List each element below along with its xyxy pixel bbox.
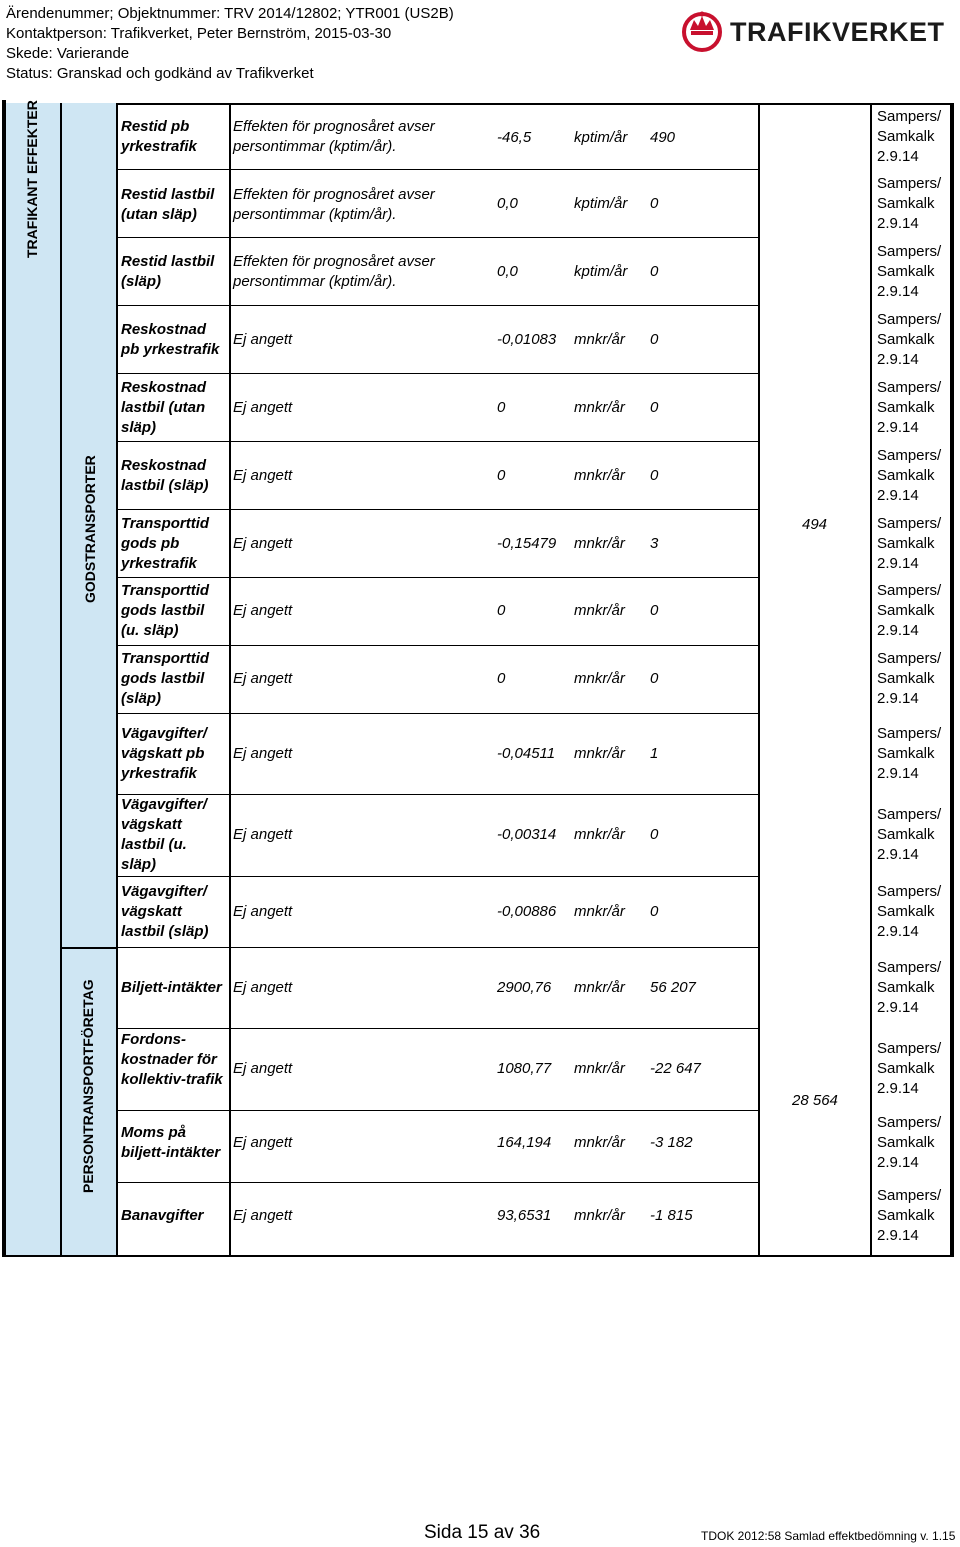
group-label-gods: GODSTRANSPORTER — [82, 455, 98, 603]
row-desc: Effekten för prognosåret avser persontimmar (kptim/år). — [233, 118, 435, 155]
row-source: Sampers/ Samkalk 2.9.14 — [877, 447, 942, 504]
row-unit: kptim/år — [574, 263, 628, 280]
row-result: 0 — [650, 263, 659, 280]
row-unit: kptim/år — [574, 129, 628, 146]
row-desc: Ej angett — [233, 979, 293, 996]
row-desc: Ej angett — [233, 467, 293, 484]
row-line — [116, 876, 758, 877]
header-line-2: Kontaktperson: Trafikverket, Peter Bernström, 2015-03-30 — [6, 25, 392, 42]
sum-person: 28 564 — [792, 1092, 838, 1109]
row-desc: Effekten för prognosåret avser persontimmar (kptim/år). — [233, 186, 435, 223]
row-name: Moms på biljett-intäkter — [121, 1124, 221, 1161]
group-column-bg — [4, 100, 60, 1257]
row-source: Sampers/ Samkalk 2.9.14 — [877, 582, 942, 639]
row-result: 0 — [650, 602, 659, 619]
document-reference: TDOK 2012:58 Samlad effektbedömning v. 1.15 — [701, 1529, 956, 1543]
row-value: -0,15479 — [497, 535, 557, 552]
row-value: 0,0 — [497, 195, 518, 212]
row-result: 0 — [650, 467, 659, 484]
group-label-person: PERSONTRANSPORTFÖRETAG — [80, 979, 96, 1193]
row-name: Transporttid gods lastbil (u. släp) — [121, 582, 210, 639]
row-result: 0 — [650, 399, 659, 416]
row-desc: Ej angett — [233, 903, 293, 920]
row-source: Sampers/ Samkalk 2.9.14 — [877, 175, 942, 232]
row-unit: mnkr/år — [574, 1207, 625, 1224]
row-value: 0 — [497, 670, 506, 687]
row-name: Biljett-intäkter — [121, 979, 222, 996]
row-name: Transporttid gods pb yrkestrafik — [121, 515, 210, 572]
sum-gods: 494 — [802, 516, 828, 533]
row-result: 0 — [650, 331, 659, 348]
row-source: Sampers/ Samkalk 2.9.14 — [877, 1114, 942, 1171]
row-name: Banavgifter — [121, 1207, 204, 1224]
row-result: 0 — [650, 195, 659, 212]
row-desc: Effekten för prognosåret avser persontimmar (kptim/år). — [233, 253, 435, 290]
page-number: Sida 15 av 36 — [424, 1522, 541, 1543]
row-unit: mnkr/år — [574, 903, 625, 920]
row-unit: mnkr/år — [574, 670, 625, 687]
row-desc: Ej angett — [233, 1207, 293, 1224]
row-line — [116, 237, 758, 238]
row-unit: mnkr/år — [574, 399, 625, 416]
row-value: -0,00886 — [497, 903, 557, 920]
row-line — [116, 713, 758, 714]
header-line-1: Ärendenummer; Objektnummer: TRV 2014/12802; YTR001 (US2B) — [6, 5, 454, 22]
col-divider-5 — [870, 103, 872, 1257]
left-border — [2, 100, 6, 1257]
row-value: -0,00314 — [497, 826, 557, 843]
top-border — [116, 103, 950, 105]
row-line — [116, 645, 758, 646]
bottom-border — [2, 1255, 954, 1257]
row-name: Reskostnad pb yrkestrafik — [121, 321, 220, 358]
row-value: 93,6531 — [497, 1207, 552, 1224]
row-unit: kptim/år — [574, 195, 628, 212]
row-line — [116, 947, 758, 948]
row-line — [116, 373, 758, 374]
row-value: 0 — [497, 399, 506, 416]
row-unit: mnkr/år — [574, 1134, 625, 1151]
document-header — [6, 4, 454, 84]
crown-icon — [680, 8, 724, 52]
col-divider-1 — [60, 103, 62, 1257]
row-desc: Ej angett — [233, 399, 293, 416]
row-desc: Ej angett — [233, 826, 293, 843]
row-result: 3 — [650, 535, 659, 552]
group-label-trafikant: TRAFIKANT EFFEKTER — [24, 100, 40, 258]
row-value: 0 — [497, 602, 506, 619]
row-line — [116, 577, 758, 578]
row-unit: mnkr/år — [574, 1060, 625, 1077]
row-unit: mnkr/år — [574, 535, 625, 552]
row-source: Sampers/ Samkalk 2.9.14 — [877, 1187, 942, 1244]
row-desc: Ej angett — [233, 1060, 293, 1077]
group-separator — [60, 947, 118, 949]
logo-text: TRAFIKVERKET — [730, 16, 945, 47]
row-result: -22 647 — [650, 1060, 701, 1077]
row-line — [116, 509, 758, 510]
row-value: -0,01083 — [497, 331, 557, 348]
row-name: Reskostnad lastbil (utan släp) — [121, 379, 207, 436]
row-name: Restid pb yrkestrafik — [121, 118, 197, 155]
row-desc: Ej angett — [233, 1134, 293, 1151]
row-unit: mnkr/år — [574, 602, 625, 619]
row-source: Sampers/ Samkalk 2.9.14 — [877, 108, 942, 165]
row-name: Vägavgifter/ vägskatt lastbil (u. släp) — [121, 796, 207, 873]
row-value: -46,5 — [497, 129, 532, 146]
header-line-4: Status: Granskad och godkänd av Trafikverket — [6, 65, 314, 82]
row-line — [116, 169, 758, 170]
row-name: Vägavgifter/ vägskatt pb yrkestrafik — [121, 725, 207, 782]
row-line — [116, 1110, 758, 1111]
row-name: Vägavgifter/ vägskatt lastbil (släp) — [121, 883, 209, 940]
row-source: Sampers/ Samkalk 2.9.14 — [877, 806, 942, 863]
row-line — [116, 441, 758, 442]
row-source: Sampers/ Samkalk 2.9.14 — [877, 379, 942, 436]
row-unit: mnkr/år — [574, 467, 625, 484]
row-source: Sampers/ Samkalk 2.9.14 — [877, 883, 942, 940]
row-value: 164,194 — [497, 1134, 552, 1151]
row-name: Transporttid gods lastbil (släp) — [121, 650, 210, 707]
row-source: Sampers/ Samkalk 2.9.14 — [877, 1040, 942, 1097]
row-value: 2900,76 — [497, 979, 552, 996]
row-result: 0 — [650, 670, 659, 687]
row-desc: Ej angett — [233, 745, 293, 762]
col-divider-4 — [758, 103, 760, 1257]
row-name: Fordons-kostnader för kollektiv-trafik — [121, 1031, 223, 1088]
row-result: -3 182 — [650, 1134, 693, 1151]
row-source: Sampers/ Samkalk 2.9.14 — [877, 650, 942, 707]
row-source: Sampers/ Samkalk 2.9.14 — [877, 725, 942, 782]
row-result: 1 — [650, 745, 659, 762]
row-value: 1080,77 — [497, 1060, 552, 1077]
row-name: Restid lastbil (släp) — [121, 253, 215, 290]
row-value: -0,04511 — [497, 745, 556, 762]
row-desc: Ej angett — [233, 602, 293, 619]
row-source: Sampers/ Samkalk 2.9.14 — [877, 311, 942, 368]
row-unit: mnkr/år — [574, 331, 625, 348]
row-source: Sampers/ Samkalk 2.9.14 — [877, 243, 942, 300]
row-name: Reskostnad lastbil (släp) — [121, 457, 209, 494]
trafikverket-logo — [680, 8, 945, 52]
row-line — [116, 1182, 758, 1183]
row-result: 0 — [650, 826, 659, 843]
row-value: 0 — [497, 467, 506, 484]
col-divider-2 — [116, 103, 118, 1257]
effects-table — [0, 100, 960, 1260]
row-result: 56 207 — [650, 979, 696, 996]
row-source: Sampers/ Samkalk 2.9.14 — [877, 515, 942, 572]
row-result: 490 — [650, 129, 676, 146]
row-unit: mnkr/år — [574, 826, 625, 843]
row-unit: mnkr/år — [574, 745, 625, 762]
row-desc: Ej angett — [233, 670, 293, 687]
row-name: Restid lastbil (utan släp) — [121, 186, 215, 223]
col-divider-3 — [229, 103, 231, 1257]
row-result: 0 — [650, 903, 659, 920]
row-source: Sampers/ Samkalk 2.9.14 — [877, 959, 942, 1016]
row-value: 0,0 — [497, 263, 518, 280]
row-result: -1 815 — [650, 1207, 693, 1224]
row-desc: Ej angett — [233, 331, 293, 348]
row-desc: Ej angett — [233, 535, 293, 552]
row-unit: mnkr/år — [574, 979, 625, 996]
row-line — [116, 1028, 758, 1029]
row-line — [116, 305, 758, 306]
header-line-3: Skede: Varierande — [6, 45, 130, 62]
